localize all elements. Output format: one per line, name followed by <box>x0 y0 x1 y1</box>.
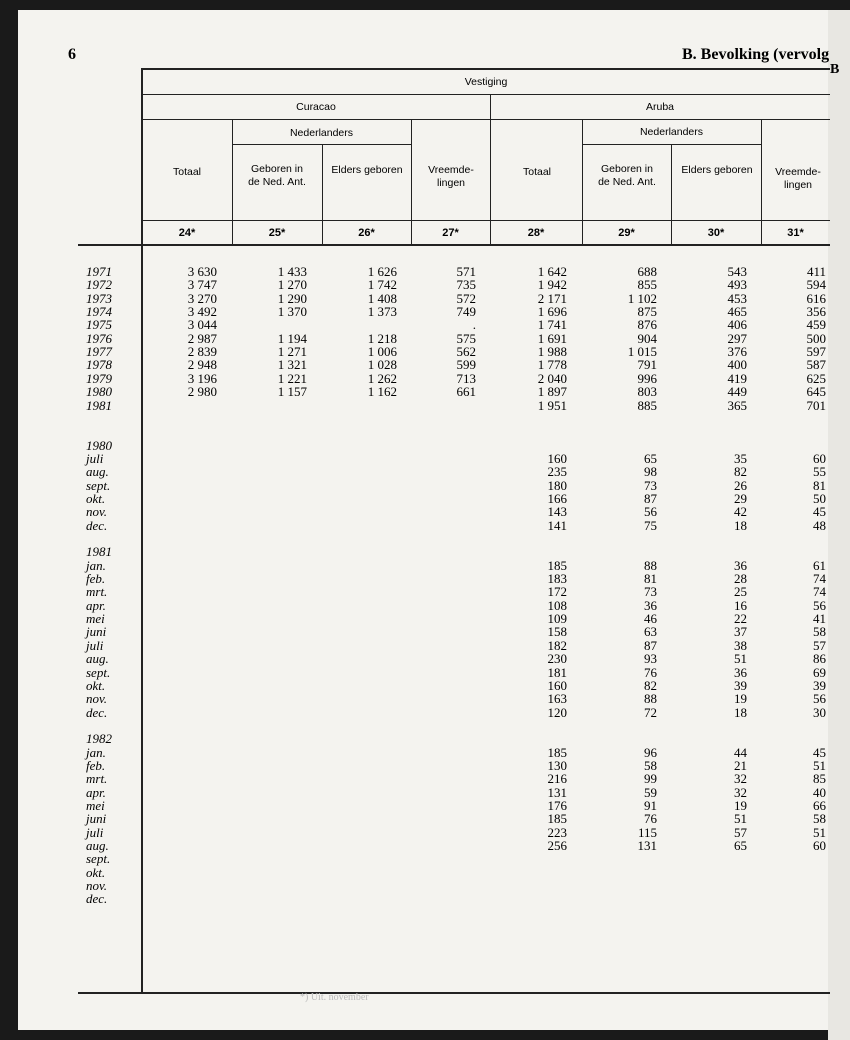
table-cell-c29: 36 <box>644 598 657 613</box>
table-bottom-rule <box>78 992 830 994</box>
table-cell-c26: 1 006 <box>367 344 397 359</box>
column-number: 25* <box>268 227 286 239</box>
table-cell-c31: 50 <box>813 491 826 506</box>
row-label: 1974 <box>86 304 112 319</box>
document-page <box>18 10 830 1030</box>
table-cell-c28: 143 <box>547 504 567 519</box>
table-cell-c30: 18 <box>734 518 747 533</box>
table-cell-c28: 1 696 <box>537 304 567 319</box>
table-cell-c28: 2 040 <box>537 371 567 386</box>
column-number: 24* <box>178 227 196 239</box>
divider-c26-c27 <box>411 119 412 244</box>
table-cell-c28: 166 <box>547 491 567 506</box>
table-cell-c30: 51 <box>734 651 747 666</box>
row-label: 1976 <box>86 331 112 346</box>
table-cell-c29: 88 <box>644 691 657 706</box>
table-cell-c30: 406 <box>727 317 747 332</box>
column-number: 28* <box>527 227 545 239</box>
table-cell-c26: 1 262 <box>367 371 397 386</box>
table-cell-c27: 599 <box>456 357 476 372</box>
table-cell-c28: 1 642 <box>537 264 567 279</box>
table-cell-c31: 66 <box>813 798 826 813</box>
table-cell-c27: 575 <box>456 331 476 346</box>
table-cell-c29: 73 <box>644 584 657 599</box>
table-cell-c26: 1 742 <box>367 277 397 292</box>
row-label: apr. <box>86 785 106 800</box>
table-cell-c28: 216 <box>547 771 567 786</box>
table-cell-c26: 1 408 <box>367 291 397 306</box>
table-cell-c30: 36 <box>734 665 747 680</box>
header-elders-aruba: Elders geboren <box>681 164 753 176</box>
column-number: 30* <box>707 227 725 239</box>
table-cell-c29: 87 <box>644 491 657 506</box>
table-cell-c30: 37 <box>734 624 747 639</box>
table-cell-c31: 60 <box>813 451 826 466</box>
table-cell-c30: 297 <box>727 331 747 346</box>
footnote: *) Uit. november <box>300 992 369 1003</box>
table-cell-c28: 163 <box>547 691 567 706</box>
table-cell-c31: 61 <box>813 558 826 573</box>
rule-under-nederlanders-a <box>582 144 762 145</box>
table-cell-c27: 735 <box>456 277 476 292</box>
table-cell-c31: 40 <box>813 785 826 800</box>
table-cell-c24: 2 839 <box>187 344 217 359</box>
table-cell-c29: 65 <box>644 451 657 466</box>
table-cell-c25: 1 221 <box>277 371 307 386</box>
table-cell-c30: 39 <box>734 678 747 693</box>
table-cell-c28: 180 <box>547 478 567 493</box>
row-label: 1972 <box>86 277 112 292</box>
row-label: feb. <box>86 571 106 586</box>
table-cell-c30: 21 <box>734 758 747 773</box>
row-label: jan. <box>86 745 106 760</box>
row-label: feb. <box>86 758 106 773</box>
table-cell-c29: 76 <box>644 811 657 826</box>
table-cell-c26: 1 373 <box>367 304 397 319</box>
table-cell-c24: 2 980 <box>187 384 217 399</box>
table-cell-c29: 82 <box>644 678 657 693</box>
table-cell-c29: 87 <box>644 638 657 653</box>
table-cell-c25: 1 157 <box>277 384 307 399</box>
row-label: juli <box>86 638 104 653</box>
row-label: 1982 <box>86 731 112 746</box>
table-cell-c31: 58 <box>813 811 826 826</box>
header-bottom-rule <box>78 244 830 246</box>
table-cell-c30: 32 <box>734 785 747 800</box>
table-cell-c31: 51 <box>813 825 826 840</box>
header-totaal-curacao: Totaal <box>172 166 202 178</box>
table-cell-c30: 18 <box>734 705 747 720</box>
table-cell-c30: 35 <box>734 451 747 466</box>
table-cell-c28: 185 <box>547 745 567 760</box>
table-cell-c30: 36 <box>734 558 747 573</box>
table-cell-c29: 56 <box>644 504 657 519</box>
header-elders-curacao: Elders geboren <box>331 164 403 176</box>
table-cell-c30: 57 <box>734 825 747 840</box>
table-cell-c31: 41 <box>813 611 826 626</box>
table-cell-c25: 1 321 <box>277 357 307 372</box>
header-curacao: Curacao <box>296 101 336 113</box>
header-geboren-aruba: Geboren in de Ned. Ant. <box>598 163 656 188</box>
table-cell-c30: 465 <box>727 304 747 319</box>
table-cell-c29: 58 <box>644 758 657 773</box>
table-cell-c31: 645 <box>806 384 826 399</box>
table-cell-c30: 32 <box>734 771 747 786</box>
table-cell-c28: 120 <box>547 705 567 720</box>
table-cell-c28: 183 <box>547 571 567 586</box>
table-cell-c28: 1 778 <box>537 357 567 372</box>
table-cell-c25: 1 271 <box>277 344 307 359</box>
table-cell-c28: 230 <box>547 651 567 666</box>
section-title: B. Bevolking (vervolg <box>682 46 830 63</box>
header-vreemdelingen-aruba: Vreemde-lingen <box>775 166 821 191</box>
row-label: aug. <box>86 464 109 479</box>
row-label: mei <box>86 798 105 813</box>
table-cell-c29: 75 <box>644 518 657 533</box>
column-number: 27* <box>442 227 459 239</box>
table-cell-c29: 803 <box>637 384 657 399</box>
row-label: juli <box>86 825 104 840</box>
table-cell-c30: 365 <box>727 398 747 413</box>
table-cell-c30: 376 <box>727 344 747 359</box>
table-cell-c29: 73 <box>644 478 657 493</box>
row-label: nov. <box>86 878 108 893</box>
row-label: aug. <box>86 838 109 853</box>
table-cell-c29: 1 102 <box>627 291 657 306</box>
table-cell-c31: 85 <box>813 771 826 786</box>
table-cell-c26: 1 218 <box>367 331 397 346</box>
table-cell-c28: 141 <box>547 518 567 533</box>
table-cell-c31: 45 <box>813 504 826 519</box>
table-cell-c30: 26 <box>734 478 747 493</box>
table-cell-c29: 885 <box>637 398 657 413</box>
table-cell-c29: 791 <box>637 357 657 372</box>
table-cell-c28: 185 <box>547 558 567 573</box>
table-cell-c24: 3 044 <box>187 317 217 332</box>
table-cell-c29: 76 <box>644 665 657 680</box>
table-cell-c31: 57 <box>813 638 826 653</box>
table-cell-c31: 597 <box>806 344 826 359</box>
table-cell-c31: 60 <box>813 838 826 853</box>
row-label: 1978 <box>86 357 112 372</box>
table-cell-c30: 51 <box>734 811 747 826</box>
table-cell-c28: 235 <box>547 464 567 479</box>
table-cell-c31: 45 <box>813 745 826 760</box>
table-cell-c28: 182 <box>547 638 567 653</box>
rule-under-region <box>142 119 830 120</box>
table-cell-c27: 661 <box>456 384 476 399</box>
table-cell-c29: 46 <box>644 611 657 626</box>
table-cell-c28: 223 <box>547 825 567 840</box>
row-label: juni <box>86 811 107 826</box>
row-label: 1977 <box>86 344 112 359</box>
table-cell-c25: 1 270 <box>277 277 307 292</box>
table-cell-c29: 131 <box>637 838 657 853</box>
table-cell-c28: 158 <box>547 624 567 639</box>
header-vreemdelingen-curacao: Vreemde-lingen <box>428 164 474 189</box>
table-cell-c29: 904 <box>637 331 657 346</box>
table-cell-c29: 93 <box>644 651 657 666</box>
table-cell-c26: 1 626 <box>367 264 397 279</box>
table-cell-c31: 594 <box>806 277 826 292</box>
table-cell-c31: 56 <box>813 598 826 613</box>
next-page-edge <box>828 10 850 1040</box>
row-label: jan. <box>86 558 106 573</box>
row-label: sept. <box>86 665 111 680</box>
table-cell-c31: 48 <box>813 518 826 533</box>
table-cell-c30: 25 <box>734 584 747 599</box>
table-cell-c30: 419 <box>727 371 747 386</box>
table-cell-c29: 855 <box>637 277 657 292</box>
row-label: 1981 <box>86 398 112 413</box>
header-totaal-aruba: Totaal <box>522 166 552 178</box>
table-cell-c28: 108 <box>547 598 567 613</box>
table-cell-c28: 160 <box>547 678 567 693</box>
table-cell-c30: 16 <box>734 598 747 613</box>
table-cell-c28: 160 <box>547 451 567 466</box>
row-label: 1973 <box>86 291 112 306</box>
next-page-letter: B <box>830 62 840 77</box>
header-nederlanders-aruba: Nederlanders <box>639 126 704 138</box>
table-cell-c30: 449 <box>727 384 747 399</box>
row-label: okt. <box>86 678 106 693</box>
table-cell-c31: 500 <box>806 331 826 346</box>
table-cell-c28: 1 741 <box>537 317 567 332</box>
row-label: nov. <box>86 504 108 519</box>
table-cell-c29: 1 015 <box>627 344 657 359</box>
table-cell-c29: 115 <box>637 825 657 840</box>
table-cell-c29: 875 <box>637 304 657 319</box>
table-cell-c31: 616 <box>806 291 826 306</box>
table-cell-c30: 42 <box>734 504 747 519</box>
row-label: juli <box>86 451 104 466</box>
table-cell-c24: 3 492 <box>187 304 217 319</box>
table-cell-c28: 2 171 <box>537 291 567 306</box>
table-cell-c25: 1 370 <box>277 304 307 319</box>
table-cell-c25: 1 194 <box>277 331 307 346</box>
table-cell-c31: 356 <box>806 304 826 319</box>
table-cell-c31: 587 <box>806 357 826 372</box>
table-cell-c27: 713 <box>456 371 476 386</box>
page-number: 6 <box>68 46 76 63</box>
table-cell-c31: 39 <box>813 678 826 693</box>
header-aruba: Aruba <box>645 101 675 113</box>
row-label: aug. <box>86 651 109 666</box>
table-cell-c25: 1 290 <box>277 291 307 306</box>
row-label: dec. <box>86 891 108 906</box>
table-cell-c29: 88 <box>644 558 657 573</box>
table-cell-c31: 55 <box>813 464 826 479</box>
row-label: 1980 <box>86 384 112 399</box>
table-cell-c28: 185 <box>547 811 567 826</box>
divider-c30-c31 <box>761 119 762 244</box>
column-number: 26* <box>358 227 375 239</box>
table-cell-c30: 400 <box>727 357 747 372</box>
table-cell-c29: 96 <box>644 745 657 760</box>
table-cell-c28: 130 <box>547 758 567 773</box>
table-cell-c28: 172 <box>547 584 567 599</box>
table-cell-c26: 1 162 <box>367 384 397 399</box>
rule-under-vestiging <box>142 94 830 95</box>
header-nederlanders-curacao: Nederlanders <box>289 127 354 139</box>
column-number: 29* <box>618 227 635 239</box>
table-cell-c30: 493 <box>727 277 747 292</box>
row-label: nov. <box>86 691 108 706</box>
table-cell-c30: 82 <box>734 464 747 479</box>
table-cell-c31: 459 <box>806 317 826 332</box>
table-cell-c31: 51 <box>813 758 826 773</box>
table-cell-c29: 59 <box>644 785 657 800</box>
table-cell-c28: 109 <box>547 611 567 626</box>
table-cell-c24: 3 270 <box>187 291 217 306</box>
table-cell-c28: 176 <box>547 798 567 813</box>
table-cell-c29: 72 <box>644 705 657 720</box>
table-cell-c31: 74 <box>813 571 826 586</box>
row-label: dec. <box>86 518 108 533</box>
table-cell-c28: 181 <box>547 665 567 680</box>
table-cell-c31: 74 <box>813 584 826 599</box>
rule-above-colnums <box>142 220 830 221</box>
table-cell-c28: 131 <box>547 785 567 800</box>
table-cell-c30: 28 <box>734 571 747 586</box>
table-left-rule <box>141 68 143 993</box>
table-cell-c28: 1 691 <box>537 331 567 346</box>
row-label: sept. <box>86 851 111 866</box>
row-label: apr. <box>86 598 106 613</box>
table-cell-c27: 572 <box>456 291 476 306</box>
row-label: 1979 <box>86 371 112 386</box>
table-cell-c24: 2 987 <box>187 331 217 346</box>
table-cell-c29: 688 <box>637 264 657 279</box>
table-cell-c28: 256 <box>547 838 567 853</box>
table-cell-c24: 2 948 <box>187 357 217 372</box>
row-label: juni <box>86 624 107 639</box>
table-cell-c28: 1 951 <box>537 398 567 413</box>
row-label: dec. <box>86 705 108 720</box>
column-number: 31* <box>787 227 804 239</box>
table-cell-c31: 56 <box>813 691 826 706</box>
table-cell-c31: 30 <box>813 705 826 720</box>
table-cell-c30: 29 <box>734 491 747 506</box>
table-cell-c30: 453 <box>727 291 747 306</box>
table-cell-c30: 65 <box>734 838 747 853</box>
table-cell-c31: 81 <box>813 478 826 493</box>
table-cell-c25: 1 433 <box>277 264 307 279</box>
row-label: 1980 <box>86 438 112 453</box>
table-cell-c29: 98 <box>644 464 657 479</box>
table-cell-c29: 876 <box>637 317 657 332</box>
table-cell-c26: 1 028 <box>367 357 397 372</box>
table-cell-c24: 3 747 <box>187 277 217 292</box>
table-cell-c27: 571 <box>456 264 476 279</box>
row-label: sept. <box>86 478 111 493</box>
table-cell-c30: 543 <box>727 264 747 279</box>
row-label: mrt. <box>86 584 108 599</box>
table-cell-c27: 562 <box>456 344 476 359</box>
header-vestiging: Vestiging <box>464 76 508 88</box>
table-cell-c28: 1 988 <box>537 344 567 359</box>
table-cell-c29: 996 <box>637 371 657 386</box>
divider-curacao-aruba <box>490 94 491 244</box>
table-cell-c30: 19 <box>734 691 747 706</box>
row-label: okt. <box>86 865 106 880</box>
table-cell-c29: 81 <box>644 571 657 586</box>
table-cell-c24: 3 196 <box>187 371 217 386</box>
row-label: okt. <box>86 491 106 506</box>
table-cell-c30: 44 <box>734 745 747 760</box>
table-cell-c31: 69 <box>813 665 826 680</box>
table-cell-c31: 701 <box>806 398 826 413</box>
table-cell-c30: 38 <box>734 638 747 653</box>
row-label: 1981 <box>86 544 112 559</box>
table-cell-c31: 58 <box>813 624 826 639</box>
table-cell-c31: 411 <box>806 264 826 279</box>
row-label: mei <box>86 611 105 626</box>
header-geboren-curacao: Geboren in de Ned. Ant. <box>248 163 306 188</box>
table-cell-c29: 91 <box>644 798 657 813</box>
table-top-rule <box>142 68 830 70</box>
table-cell-c27: . <box>472 317 476 332</box>
table-cell-c28: 1 897 <box>537 384 567 399</box>
table-cell-c31: 86 <box>813 651 826 666</box>
table-cell-c29: 63 <box>644 624 657 639</box>
table-cell-c29: 99 <box>644 771 657 786</box>
row-label: 1971 <box>86 264 112 279</box>
table-cell-c31: 625 <box>806 371 826 386</box>
table-cell-c30: 22 <box>734 611 747 626</box>
table-cell-c28: 1 942 <box>537 277 567 292</box>
row-label: mrt. <box>86 771 108 786</box>
table-cell-c30: 19 <box>734 798 747 813</box>
row-label: 1975 <box>86 317 112 332</box>
table-cell-c27: 749 <box>456 304 476 319</box>
table-cell-c24: 3 630 <box>187 264 217 279</box>
